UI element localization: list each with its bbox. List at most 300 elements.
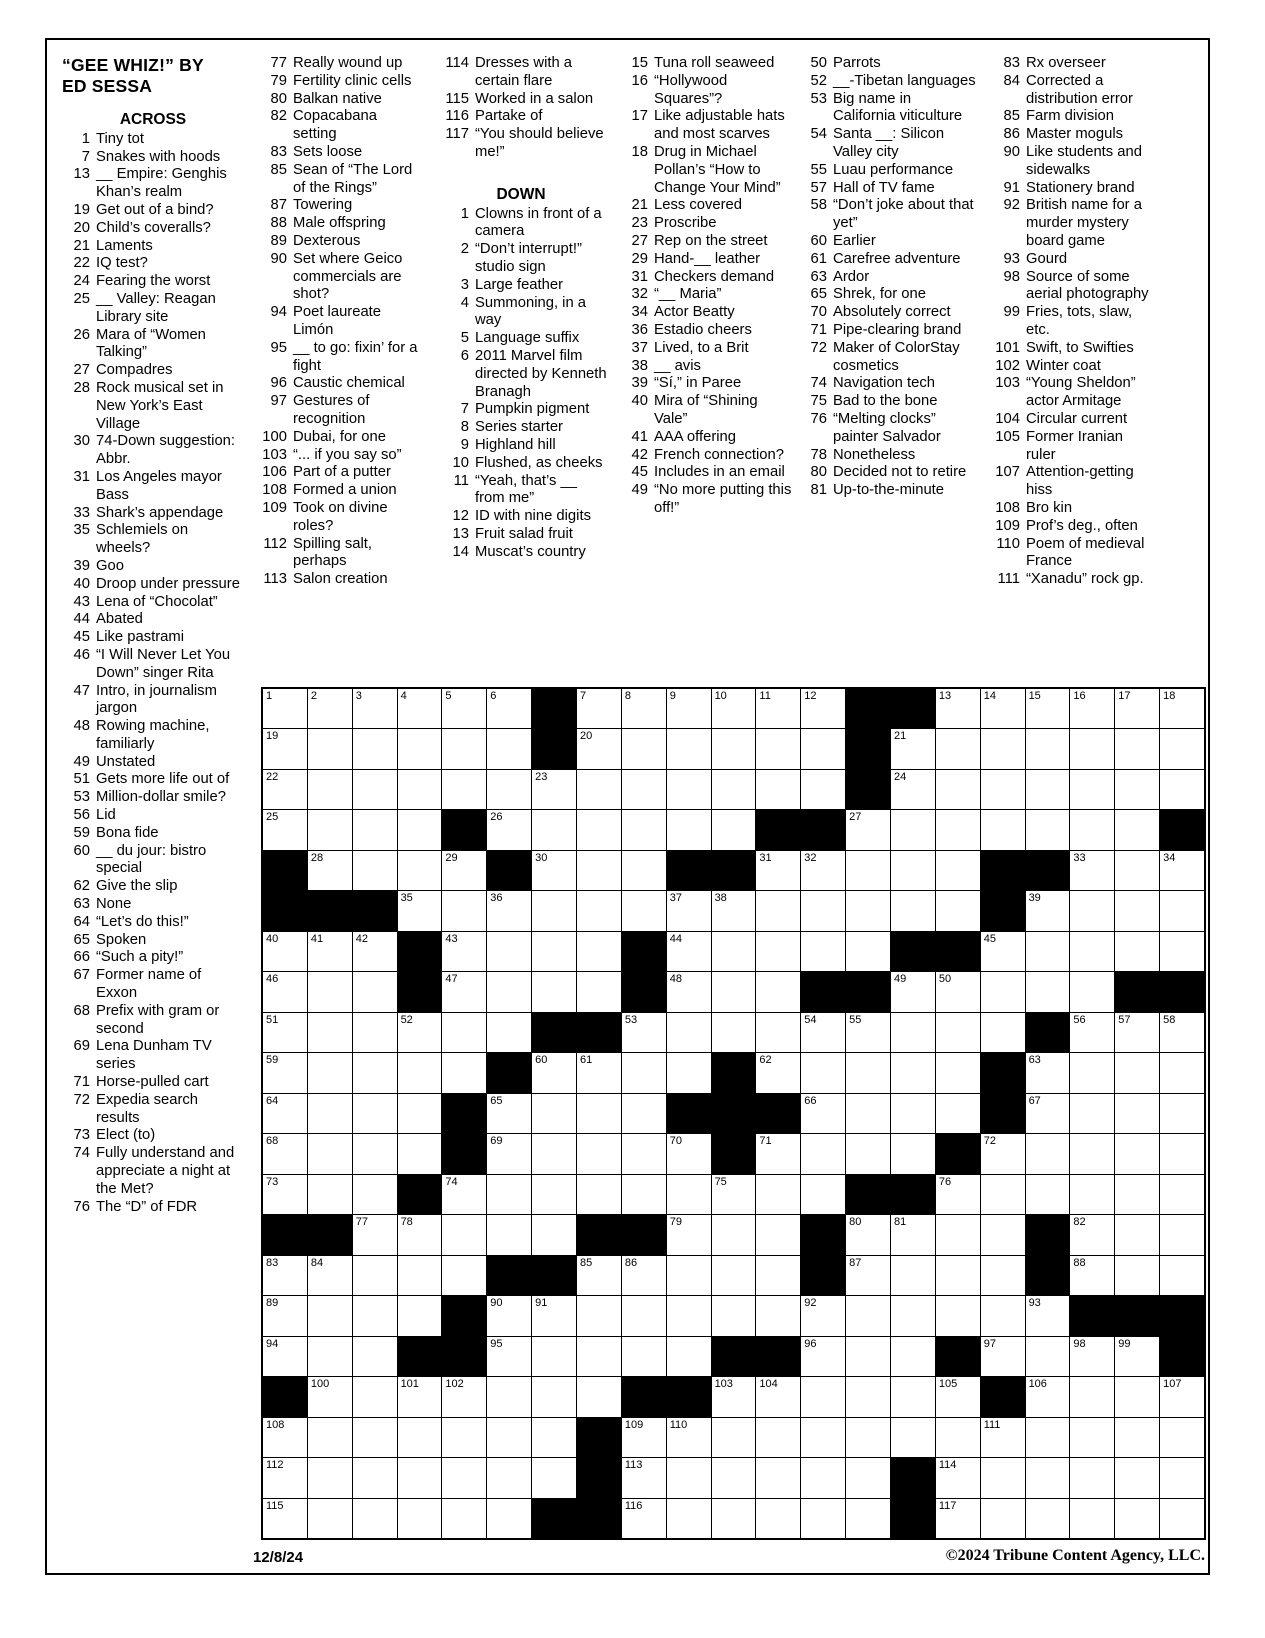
- grid-cell[interactable]: [936, 1256, 980, 1295]
- grid-cell[interactable]: [1115, 1134, 1159, 1173]
- grid-cell[interactable]: [667, 689, 711, 728]
- grid-cell[interactable]: [1070, 1175, 1114, 1214]
- grid-cell[interactable]: [442, 851, 486, 890]
- grid-cell[interactable]: [1115, 1215, 1159, 1254]
- grid-cell[interactable]: [712, 1377, 756, 1416]
- grid-cell[interactable]: [263, 1418, 307, 1457]
- grid-cell[interactable]: [891, 851, 935, 890]
- grid-cell[interactable]: [263, 729, 307, 768]
- grid-cell[interactable]: [1160, 1215, 1204, 1254]
- grid-cell[interactable]: [308, 932, 352, 971]
- grid-cell[interactable]: [712, 1458, 756, 1497]
- grid-cell[interactable]: [981, 1013, 1025, 1052]
- grid-cell[interactable]: [577, 689, 621, 728]
- grid-cell[interactable]: [622, 1296, 666, 1335]
- grid-cell[interactable]: [981, 1337, 1025, 1376]
- grid-cell[interactable]: [936, 1458, 980, 1497]
- grid-cell[interactable]: [353, 729, 397, 768]
- grid-cell[interactable]: [936, 1296, 980, 1335]
- grid-cell[interactable]: [756, 1134, 800, 1173]
- grid-cell[interactable]: [801, 1175, 845, 1214]
- grid-cell[interactable]: [756, 851, 800, 890]
- grid-cell[interactable]: [1026, 770, 1070, 809]
- grid-cell[interactable]: [1070, 1094, 1114, 1133]
- grid-cell[interactable]: [442, 1013, 486, 1052]
- grid-cell[interactable]: [756, 729, 800, 768]
- grid-cell[interactable]: [487, 1499, 531, 1538]
- grid-cell[interactable]: [308, 1337, 352, 1376]
- grid-cell[interactable]: [398, 1418, 442, 1457]
- grid-cell[interactable]: [353, 1094, 397, 1133]
- grid-cell[interactable]: [981, 1458, 1025, 1497]
- grid-cell[interactable]: [532, 1296, 576, 1335]
- grid-cell[interactable]: [263, 689, 307, 728]
- grid-cell[interactable]: [308, 1175, 352, 1214]
- grid-cell[interactable]: [308, 770, 352, 809]
- grid-cell[interactable]: [308, 1256, 352, 1295]
- grid-cell[interactable]: [1026, 1296, 1070, 1335]
- grid-cell[interactable]: [1115, 891, 1159, 930]
- grid-cell[interactable]: [577, 972, 621, 1011]
- grid-cell[interactable]: [1160, 1418, 1204, 1457]
- grid-cell[interactable]: [667, 932, 711, 971]
- grid-cell[interactable]: [577, 1256, 621, 1295]
- grid-cell[interactable]: [981, 1499, 1025, 1538]
- grid-cell[interactable]: [891, 1296, 935, 1335]
- grid-cell[interactable]: [532, 1458, 576, 1497]
- grid-cell[interactable]: [1026, 1458, 1070, 1497]
- grid-cell[interactable]: [577, 1296, 621, 1335]
- grid-cell[interactable]: [1070, 1418, 1114, 1457]
- grid-cell[interactable]: [846, 1053, 890, 1092]
- grid-cell[interactable]: [308, 851, 352, 890]
- grid-cell[interactable]: [398, 1013, 442, 1052]
- grid-cell[interactable]: [487, 1418, 531, 1457]
- grid-cell[interactable]: [487, 1296, 531, 1335]
- grid-cell[interactable]: [712, 932, 756, 971]
- grid-cell[interactable]: [712, 689, 756, 728]
- grid-cell[interactable]: [712, 891, 756, 930]
- grid-cell[interactable]: [263, 1094, 307, 1133]
- grid-cell[interactable]: [353, 1013, 397, 1052]
- grid-cell[interactable]: [667, 1499, 711, 1538]
- grid-cell[interactable]: [308, 1458, 352, 1497]
- grid-cell[interactable]: [1026, 810, 1070, 849]
- grid-cell[interactable]: [846, 891, 890, 930]
- grid-cell[interactable]: [801, 932, 845, 971]
- grid-cell[interactable]: [667, 810, 711, 849]
- grid-cell[interactable]: [263, 1256, 307, 1295]
- grid-cell[interactable]: [487, 891, 531, 930]
- grid-cell[interactable]: [712, 1499, 756, 1538]
- grid-cell[interactable]: [1070, 1458, 1114, 1497]
- grid-cell[interactable]: [442, 1499, 486, 1538]
- grid-cell[interactable]: [577, 810, 621, 849]
- grid-cell[interactable]: [667, 770, 711, 809]
- grid-cell[interactable]: [1160, 1094, 1204, 1133]
- grid-cell[interactable]: [981, 1256, 1025, 1295]
- grid-cell[interactable]: [1160, 1499, 1204, 1538]
- grid-cell[interactable]: [353, 1458, 397, 1497]
- grid-cell[interactable]: [398, 1094, 442, 1133]
- grid-cell[interactable]: [398, 729, 442, 768]
- grid-cell[interactable]: [263, 1499, 307, 1538]
- grid-cell[interactable]: [398, 1377, 442, 1416]
- grid-cell[interactable]: [1026, 1377, 1070, 1416]
- grid-cell[interactable]: [667, 891, 711, 930]
- grid-cell[interactable]: [936, 689, 980, 728]
- grid-cell[interactable]: [308, 689, 352, 728]
- grid-cell[interactable]: [667, 972, 711, 1011]
- grid-cell[interactable]: [442, 1458, 486, 1497]
- grid-cell[interactable]: [1070, 1377, 1114, 1416]
- grid-cell[interactable]: [353, 972, 397, 1011]
- grid-cell[interactable]: [846, 1499, 890, 1538]
- grid-cell[interactable]: [891, 1215, 935, 1254]
- grid-cell[interactable]: [1115, 932, 1159, 971]
- grid-cell[interactable]: [801, 1053, 845, 1092]
- grid-cell[interactable]: [936, 1215, 980, 1254]
- grid-cell[interactable]: [1115, 770, 1159, 809]
- grid-cell[interactable]: [936, 810, 980, 849]
- grid-cell[interactable]: [712, 729, 756, 768]
- grid-cell[interactable]: [891, 1377, 935, 1416]
- grid-cell[interactable]: [846, 810, 890, 849]
- grid-cell[interactable]: [981, 932, 1025, 971]
- grid-cell[interactable]: [801, 729, 845, 768]
- grid-cell[interactable]: [398, 851, 442, 890]
- grid-cell[interactable]: [577, 932, 621, 971]
- grid-cell[interactable]: [1160, 1013, 1204, 1052]
- grid-cell[interactable]: [1115, 1337, 1159, 1376]
- grid-cell[interactable]: [1070, 851, 1114, 890]
- grid-cell[interactable]: [1160, 851, 1204, 890]
- grid-cell[interactable]: [487, 1134, 531, 1173]
- grid-cell[interactable]: [891, 770, 935, 809]
- grid-cell[interactable]: [487, 1458, 531, 1497]
- grid-cell[interactable]: [756, 1296, 800, 1335]
- grid-cell[interactable]: [1070, 891, 1114, 930]
- grid-cell[interactable]: [756, 770, 800, 809]
- grid-cell[interactable]: [442, 1215, 486, 1254]
- grid-cell[interactable]: [353, 1337, 397, 1376]
- grid-cell[interactable]: [891, 972, 935, 1011]
- grid-cell[interactable]: [936, 972, 980, 1011]
- grid-cell[interactable]: [532, 1337, 576, 1376]
- grid-cell[interactable]: [846, 1418, 890, 1457]
- grid-cell[interactable]: [667, 1256, 711, 1295]
- grid-cell[interactable]: [846, 851, 890, 890]
- grid-cell[interactable]: [263, 1296, 307, 1335]
- grid-cell[interactable]: [308, 1377, 352, 1416]
- grid-cell[interactable]: [801, 689, 845, 728]
- grid-cell[interactable]: [891, 1013, 935, 1052]
- grid-cell[interactable]: [1115, 1053, 1159, 1092]
- grid-cell[interactable]: [398, 1134, 442, 1173]
- grid-cell[interactable]: [1115, 1377, 1159, 1416]
- grid-cell[interactable]: [353, 1256, 397, 1295]
- grid-cell[interactable]: [308, 1499, 352, 1538]
- grid-cell[interactable]: [442, 1053, 486, 1092]
- grid-cell[interactable]: [981, 1134, 1025, 1173]
- grid-cell[interactable]: [801, 1377, 845, 1416]
- grid-cell[interactable]: [1160, 1458, 1204, 1497]
- grid-cell[interactable]: [1070, 1134, 1114, 1173]
- grid-cell[interactable]: [1115, 689, 1159, 728]
- grid-cell[interactable]: [263, 810, 307, 849]
- grid-cell[interactable]: [936, 1053, 980, 1092]
- grid-cell[interactable]: [577, 851, 621, 890]
- grid-cell[interactable]: [263, 770, 307, 809]
- grid-cell[interactable]: [532, 1053, 576, 1092]
- grid-cell[interactable]: [442, 972, 486, 1011]
- grid-cell[interactable]: [532, 972, 576, 1011]
- grid-cell[interactable]: [622, 770, 666, 809]
- grid-cell[interactable]: [667, 729, 711, 768]
- grid-cell[interactable]: [442, 1256, 486, 1295]
- grid-cell[interactable]: [398, 1296, 442, 1335]
- grid-cell[interactable]: [532, 1418, 576, 1457]
- grid-cell[interactable]: [487, 1215, 531, 1254]
- grid-cell[interactable]: [442, 891, 486, 930]
- grid-cell[interactable]: [353, 1296, 397, 1335]
- grid-cell[interactable]: [981, 1215, 1025, 1254]
- grid-cell[interactable]: [667, 1296, 711, 1335]
- grid-cell[interactable]: [442, 1418, 486, 1457]
- grid-cell[interactable]: [622, 1256, 666, 1295]
- grid-cell[interactable]: [981, 810, 1025, 849]
- grid-cell[interactable]: [263, 1458, 307, 1497]
- grid-cell[interactable]: [622, 1094, 666, 1133]
- grid-cell[interactable]: [398, 1499, 442, 1538]
- grid-cell[interactable]: [936, 851, 980, 890]
- grid-cell[interactable]: [577, 1053, 621, 1092]
- grid-cell[interactable]: [353, 1377, 397, 1416]
- grid-cell[interactable]: [667, 1418, 711, 1457]
- grid-cell[interactable]: [442, 932, 486, 971]
- grid-cell[interactable]: [353, 1418, 397, 1457]
- grid-cell[interactable]: [263, 972, 307, 1011]
- grid-cell[interactable]: [1160, 932, 1204, 971]
- grid-cell[interactable]: [532, 1377, 576, 1416]
- grid-cell[interactable]: [622, 689, 666, 728]
- grid-cell[interactable]: [801, 1134, 845, 1173]
- grid-cell[interactable]: [1115, 1013, 1159, 1052]
- grid-cell[interactable]: [846, 1296, 890, 1335]
- grid-cell[interactable]: [846, 932, 890, 971]
- grid-cell[interactable]: [936, 1499, 980, 1538]
- grid-cell[interactable]: [981, 770, 1025, 809]
- grid-cell[interactable]: [801, 851, 845, 890]
- grid-cell[interactable]: [981, 1175, 1025, 1214]
- grid-cell[interactable]: [801, 1337, 845, 1376]
- grid-cell[interactable]: [308, 1134, 352, 1173]
- grid-cell[interactable]: [622, 1053, 666, 1092]
- grid-cell[interactable]: [712, 1296, 756, 1335]
- grid-cell[interactable]: [577, 1337, 621, 1376]
- grid-cell[interactable]: [353, 851, 397, 890]
- grid-cell[interactable]: [577, 1134, 621, 1173]
- grid-cell[interactable]: [1115, 810, 1159, 849]
- grid-cell[interactable]: [622, 1337, 666, 1376]
- grid-cell[interactable]: [1115, 1418, 1159, 1457]
- grid-cell[interactable]: [487, 770, 531, 809]
- grid-cell[interactable]: [712, 1013, 756, 1052]
- grid-cell[interactable]: [442, 770, 486, 809]
- grid-cell[interactable]: [442, 729, 486, 768]
- grid-cell[interactable]: [756, 1013, 800, 1052]
- grid-cell[interactable]: [756, 932, 800, 971]
- grid-cell[interactable]: [1070, 770, 1114, 809]
- grid-cell[interactable]: [1160, 689, 1204, 728]
- grid-cell[interactable]: [487, 689, 531, 728]
- grid-cell[interactable]: [1115, 851, 1159, 890]
- grid-cell[interactable]: [398, 1458, 442, 1497]
- grid-cell[interactable]: [353, 932, 397, 971]
- grid-cell[interactable]: [801, 1013, 845, 1052]
- grid-cell[interactable]: [1115, 1458, 1159, 1497]
- grid-cell[interactable]: [308, 810, 352, 849]
- grid-cell[interactable]: [981, 1418, 1025, 1457]
- grid-cell[interactable]: [1026, 1175, 1070, 1214]
- grid-cell[interactable]: [398, 1215, 442, 1254]
- grid-cell[interactable]: [1115, 729, 1159, 768]
- grid-cell[interactable]: [1115, 1499, 1159, 1538]
- grid-cell[interactable]: [846, 1337, 890, 1376]
- grid-cell[interactable]: [263, 1013, 307, 1052]
- grid-cell[interactable]: [622, 891, 666, 930]
- grid-cell[interactable]: [1160, 729, 1204, 768]
- grid-cell[interactable]: [1070, 932, 1114, 971]
- grid-cell[interactable]: [1070, 972, 1114, 1011]
- grid-cell[interactable]: [487, 1337, 531, 1376]
- grid-cell[interactable]: [1026, 1134, 1070, 1173]
- grid-cell[interactable]: [487, 932, 531, 971]
- grid-cell[interactable]: [936, 729, 980, 768]
- grid-cell[interactable]: [398, 770, 442, 809]
- grid-cell[interactable]: [308, 1296, 352, 1335]
- grid-cell[interactable]: [1026, 1094, 1070, 1133]
- grid-cell[interactable]: [891, 1337, 935, 1376]
- grid-cell[interactable]: [1026, 1418, 1070, 1457]
- grid-cell[interactable]: [981, 729, 1025, 768]
- grid-cell[interactable]: [577, 891, 621, 930]
- grid-cell[interactable]: [846, 1458, 890, 1497]
- grid-cell[interactable]: [532, 1134, 576, 1173]
- grid-cell[interactable]: [308, 729, 352, 768]
- grid-cell[interactable]: [1026, 729, 1070, 768]
- grid-cell[interactable]: [353, 689, 397, 728]
- grid-cell[interactable]: [1026, 1337, 1070, 1376]
- grid-cell[interactable]: [1115, 1094, 1159, 1133]
- grid-cell[interactable]: [1160, 1175, 1204, 1214]
- grid-cell[interactable]: [622, 1013, 666, 1052]
- grid-cell[interactable]: [846, 1377, 890, 1416]
- grid-cell[interactable]: [622, 851, 666, 890]
- grid-cell[interactable]: [801, 770, 845, 809]
- grid-cell[interactable]: [353, 1053, 397, 1092]
- grid-cell[interactable]: [891, 1094, 935, 1133]
- grid-cell[interactable]: [667, 1458, 711, 1497]
- grid-cell[interactable]: [1026, 972, 1070, 1011]
- grid-cell[interactable]: [936, 1013, 980, 1052]
- grid-cell[interactable]: [622, 1418, 666, 1457]
- grid-cell[interactable]: [353, 1134, 397, 1173]
- grid-cell[interactable]: [756, 1215, 800, 1254]
- grid-cell[interactable]: [667, 1215, 711, 1254]
- grid-cell[interactable]: [801, 1418, 845, 1457]
- grid-cell[interactable]: [532, 851, 576, 890]
- grid-cell[interactable]: [936, 1377, 980, 1416]
- grid-cell[interactable]: [442, 1377, 486, 1416]
- grid-cell[interactable]: [1160, 1053, 1204, 1092]
- grid-cell[interactable]: [308, 1094, 352, 1133]
- grid-cell[interactable]: [712, 1418, 756, 1457]
- grid-cell[interactable]: [756, 1256, 800, 1295]
- grid-cell[interactable]: [712, 1175, 756, 1214]
- grid-cell[interactable]: [981, 689, 1025, 728]
- grid-cell[interactable]: [353, 1215, 397, 1254]
- grid-cell[interactable]: [1026, 891, 1070, 930]
- grid-cell[interactable]: [1026, 932, 1070, 971]
- grid-cell[interactable]: [487, 810, 531, 849]
- grid-cell[interactable]: [1160, 1377, 1204, 1416]
- grid-cell[interactable]: [263, 1337, 307, 1376]
- grid-cell[interactable]: [487, 1175, 531, 1214]
- grid-cell[interactable]: [1160, 891, 1204, 930]
- grid-cell[interactable]: [532, 1094, 576, 1133]
- grid-cell[interactable]: [712, 1215, 756, 1254]
- grid-cell[interactable]: [398, 1256, 442, 1295]
- grid-cell[interactable]: [756, 1418, 800, 1457]
- grid-cell[interactable]: [846, 1094, 890, 1133]
- grid-cell[interactable]: [891, 1053, 935, 1092]
- grid-cell[interactable]: [1115, 1175, 1159, 1214]
- grid-cell[interactable]: [936, 1094, 980, 1133]
- grid-cell[interactable]: [756, 972, 800, 1011]
- grid-cell[interactable]: [532, 932, 576, 971]
- grid-cell[interactable]: [891, 810, 935, 849]
- grid-cell[interactable]: [1160, 1256, 1204, 1295]
- grid-cell[interactable]: [756, 891, 800, 930]
- grid-cell[interactable]: [801, 1296, 845, 1335]
- grid-cell[interactable]: [1070, 1013, 1114, 1052]
- grid-cell[interactable]: [1026, 689, 1070, 728]
- grid-cell[interactable]: [846, 1134, 890, 1173]
- grid-cell[interactable]: [308, 1418, 352, 1457]
- grid-cell[interactable]: [1160, 1134, 1204, 1173]
- grid-cell[interactable]: [667, 1013, 711, 1052]
- grid-cell[interactable]: [1070, 1256, 1114, 1295]
- grid-cell[interactable]: [891, 891, 935, 930]
- grid-cell[interactable]: [487, 1094, 531, 1133]
- grid-cell[interactable]: [936, 1418, 980, 1457]
- grid-cell[interactable]: [622, 1458, 666, 1497]
- grid-cell[interactable]: [308, 972, 352, 1011]
- grid-cell[interactable]: [801, 1458, 845, 1497]
- grid-cell[interactable]: [1070, 729, 1114, 768]
- grid-cell[interactable]: [353, 770, 397, 809]
- grid-cell[interactable]: [308, 1013, 352, 1052]
- grid-cell[interactable]: [712, 770, 756, 809]
- grid-cell[interactable]: [532, 891, 576, 930]
- grid-cell[interactable]: [308, 1053, 352, 1092]
- grid-cell[interactable]: [756, 1499, 800, 1538]
- grid-cell[interactable]: [667, 1134, 711, 1173]
- grid-cell[interactable]: [532, 810, 576, 849]
- grid-cell[interactable]: [1115, 1256, 1159, 1295]
- grid-cell[interactable]: [1070, 1337, 1114, 1376]
